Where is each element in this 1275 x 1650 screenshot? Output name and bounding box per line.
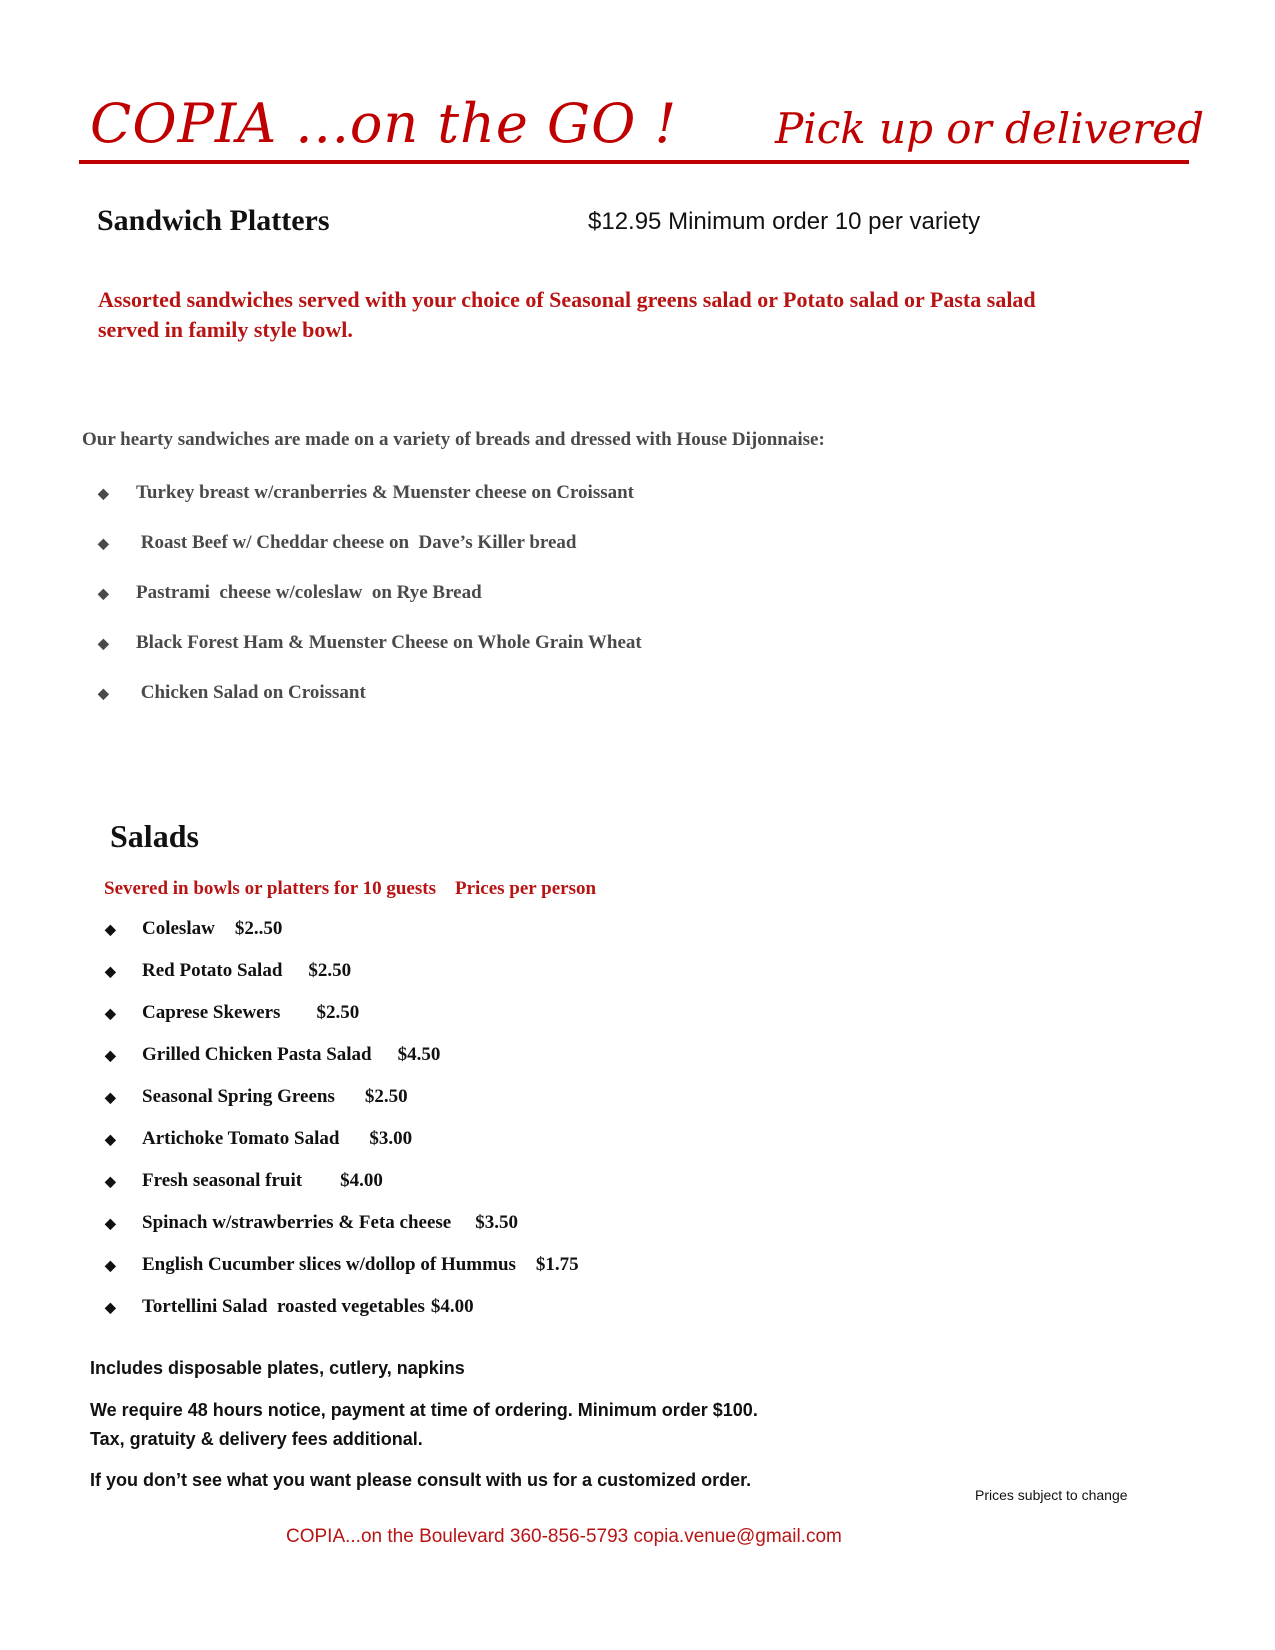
list-item [105,1212,518,1234]
salad-name: Artichoke Tomato Salad [142,1128,340,1149]
sandwich-price-note: $12.95 Minimum order 10 per variety [588,208,981,235]
salad-price: $3.00 [369,1128,413,1149]
footer-contact: COPIA...on the Boulevard 360-856-5793 copia.venue@gmail.com [286,1526,842,1547]
salads-subheading: Severed in bowls or platters for 10 guests Prices per person [104,878,597,899]
header-divider [79,160,1189,164]
diamond-bullet-icon: ◆ [105,923,116,938]
list-item [105,1086,408,1108]
diamond-bullet-icon: ◆ [105,1259,116,1274]
sandwich-name: Turkey breast w/cranberries & Muenster cheese on Croissant [136,482,634,503]
tagline: Pick up or delivered [775,104,1205,153]
page-title: COPIA ...on the GO ! [90,92,678,155]
sandwich-name: Chicken Salad on Croissant [136,682,366,703]
requirements-note: We require 48 hours notice, payment at time of ordering. Minimum order $100. [90,1400,758,1420]
salad-name: Seasonal Spring Greens [142,1086,335,1107]
diamond-bullet-icon: ◆ [98,637,109,652]
salad-price: $1.75 [535,1254,579,1275]
includes-note: Includes disposable plates, cutlery, napkins [90,1358,465,1378]
diamond-bullet-icon: ◆ [105,1301,116,1316]
list-item [98,632,642,654]
price-disclaimer: Prices subject to change [975,1487,1128,1503]
salad-name: Red Potato Salad [142,960,283,981]
salad-price: $2.50 [364,1086,408,1107]
salad-name: Tortellini Salad roasted vegetables [142,1296,425,1317]
salad-price: $4.00 [340,1170,383,1191]
sandwich-intro: Assorted sandwiches served with your choice of Seasonal greens salad or Potato salad or Pasta salad served in family style bowl. [98,287,1036,342]
custom-order-note: If you don’t see what you want please consult with us for a customized order. [90,1470,752,1490]
diamond-bullet-icon: ◆ [105,965,116,980]
section-heading-salads: Salads [110,818,199,854]
salad-price: $2..50 [234,918,283,939]
list-item [98,682,366,704]
list-item [98,532,576,554]
diamond-bullet-icon: ◆ [105,1091,116,1106]
diamond-bullet-icon: ◆ [98,487,109,502]
list-item [105,1128,412,1150]
salad-name: Spinach w/strawberries & Feta cheese [142,1212,452,1233]
sandwich-name: Roast Beef w/ Cheddar cheese on Dave’s Killer bread [136,532,577,553]
list-item [105,1170,383,1192]
salad-name: Grilled Chicken Pasta Salad [142,1044,372,1065]
list-item [105,1254,579,1276]
salad-name: English Cucumber slices w/dollop of Hummus [142,1254,516,1275]
salad-name: Caprese Skewers [142,1002,281,1023]
list-item [105,960,351,982]
sandwich-name: Black Forest Ham & Muenster Cheese on Whole Grain Wheat [136,632,642,653]
diamond-bullet-icon: ◆ [98,687,109,702]
sandwich-description: Our hearty sandwiches are made on a variety of breads and dressed with House Dijonnaise: [82,429,825,450]
diamond-bullet-icon: ◆ [105,1217,116,1232]
diamond-bullet-icon: ◆ [105,1049,116,1064]
list-item [98,582,482,604]
list-item [105,1044,440,1066]
salad-price: $4.00 [430,1296,474,1317]
list-item [105,918,282,940]
salad-name: Fresh seasonal fruit [142,1170,303,1191]
salad-name: Coleslaw [142,918,215,939]
list-item [98,482,634,504]
diamond-bullet-icon: ◆ [105,1175,116,1190]
sandwich-name: Pastrami cheese w/coleslaw on Rye Bread [136,582,482,603]
salad-price: $4.50 [397,1044,441,1065]
section-heading-sandwich-platters: Sandwich Platters [97,204,330,237]
diamond-bullet-icon: ◆ [105,1133,116,1148]
salad-price: $2.50 [316,1002,360,1023]
salad-price: $2.50 [308,960,352,981]
fees-note: Tax, gratuity & delivery fees additional. [90,1429,423,1449]
diamond-bullet-icon: ◆ [98,537,109,552]
diamond-bullet-icon: ◆ [98,587,109,602]
list-item [105,1002,359,1024]
salad-price: $3.50 [475,1212,518,1233]
list-item [105,1296,474,1318]
diamond-bullet-icon: ◆ [105,1007,116,1022]
